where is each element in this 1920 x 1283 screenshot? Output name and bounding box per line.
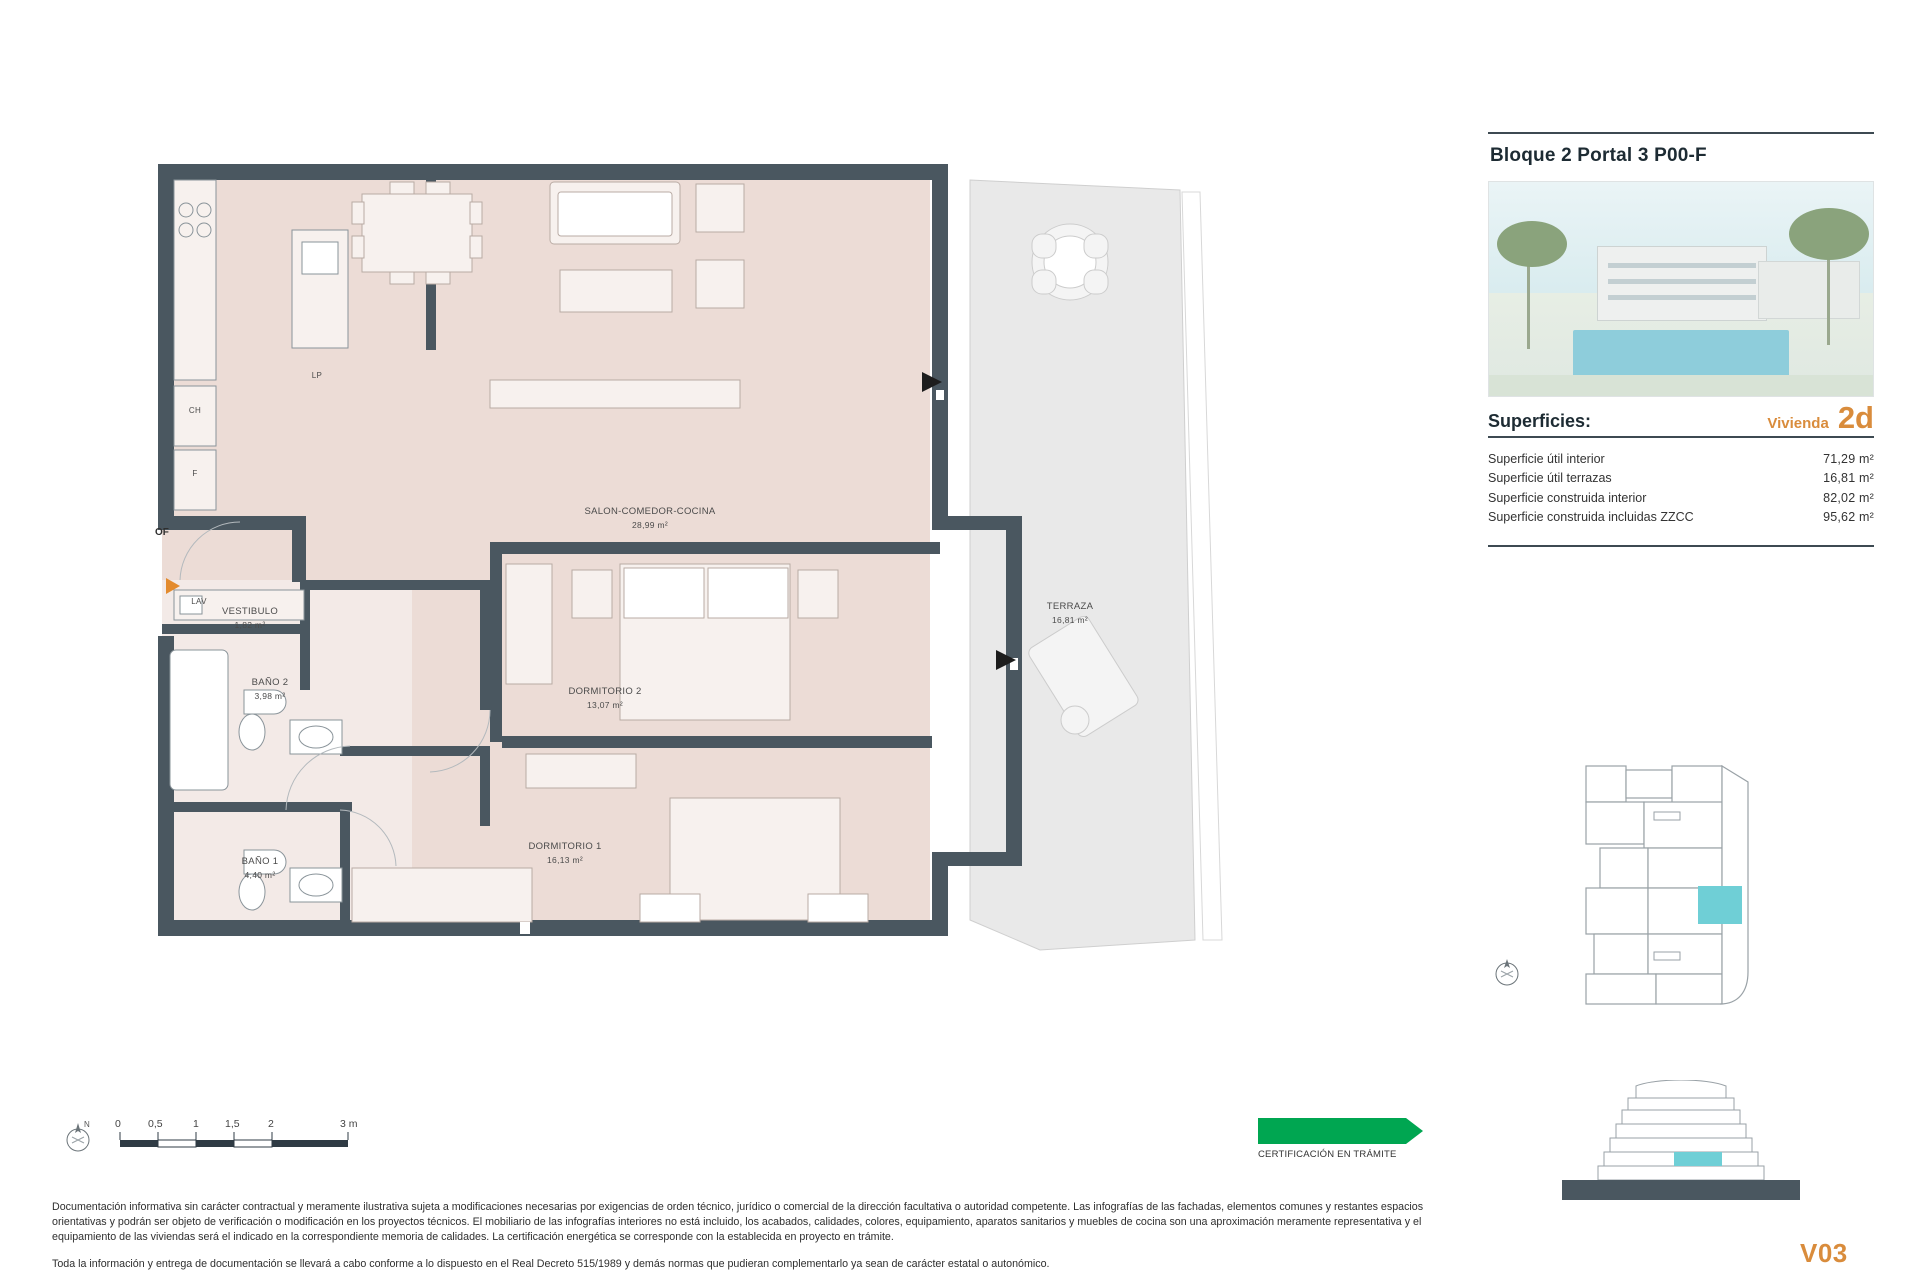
areas-list bbox=[1488, 450, 1874, 528]
legal-paragraph-2: Toda la información y entrega de documentación se llevará a cabo conforme a lo dispuesto en el Real Decreto 515/1989 y demás normas que pudieran complementarlo ya sean de carácter estatal o autonómico. bbox=[52, 1257, 1050, 1270]
entry-label: OF bbox=[155, 527, 169, 538]
dwelling-badge bbox=[1767, 400, 1874, 435]
area-label: Superficie construida interior bbox=[1488, 490, 1647, 505]
area-label: Superficie construida incluidas ZZCC bbox=[1488, 510, 1694, 525]
render-building-main bbox=[1597, 246, 1768, 321]
area-value: 16,81 m² bbox=[1823, 471, 1874, 486]
panel-title: Bloque 2 Portal 3 P00-F bbox=[1490, 145, 1707, 166]
room-name: BAÑO 1 bbox=[241, 856, 279, 867]
dwelling-label: Vivienda bbox=[1767, 414, 1829, 432]
key-plan bbox=[1580, 760, 1780, 1030]
legal-disclaimer bbox=[52, 1200, 1442, 1283]
area-value: 95,62 m² bbox=[1823, 510, 1874, 525]
surfaces-label: Superficies: bbox=[1488, 410, 1592, 431]
palm-icon-right bbox=[1789, 208, 1869, 260]
room-area: 3,98 m² bbox=[254, 690, 286, 701]
development-render bbox=[1488, 181, 1874, 397]
room-label-terraza bbox=[1000, 600, 1140, 626]
scale-tick-1: 0,5 bbox=[148, 1118, 163, 1130]
scale-tick-5: 3 m bbox=[340, 1118, 358, 1130]
render-pool bbox=[1573, 330, 1788, 381]
room-name: VESTIBULO bbox=[221, 606, 279, 617]
area-label: Superficie útil interior bbox=[1488, 451, 1605, 466]
room-area: 13,07 m² bbox=[587, 699, 623, 710]
scale-tick-4: 2 bbox=[268, 1118, 274, 1130]
svg-text:N: N bbox=[84, 1120, 90, 1129]
room-area: 1,82 m² bbox=[234, 619, 266, 630]
room-area: 28,99 m² bbox=[632, 519, 668, 530]
room-name: SALON-COMEDOR-COCINA bbox=[584, 506, 716, 517]
room-label-vestibulo bbox=[180, 605, 320, 631]
certification-text: CERTIFICACIÓN EN TRÁMITE bbox=[1258, 1149, 1397, 1160]
area-row bbox=[1488, 469, 1874, 488]
appliance-label-ch: CH bbox=[188, 406, 202, 415]
room-label-dorm1 bbox=[470, 840, 660, 866]
dwelling-code: 2d bbox=[1837, 400, 1874, 435]
scale-bar bbox=[60, 1110, 480, 1170]
room-area: 4,40 m² bbox=[244, 869, 276, 880]
room-label-bano2 bbox=[180, 676, 360, 702]
room-name: DORMITORIO 2 bbox=[568, 686, 642, 697]
room-label-dorm2 bbox=[520, 685, 690, 711]
panel-divider-mid bbox=[1488, 436, 1874, 438]
appliance-label-f: F bbox=[192, 469, 198, 478]
floor-plan bbox=[140, 150, 1300, 1000]
render-grass bbox=[1489, 375, 1873, 396]
area-label: Superficie útil terrazas bbox=[1488, 471, 1612, 486]
panel-divider-top bbox=[1488, 132, 1874, 134]
surfaces-header bbox=[1488, 400, 1874, 435]
render-building-right bbox=[1758, 261, 1860, 319]
appliance-label-lp: LP bbox=[311, 371, 323, 380]
info-panel bbox=[1488, 132, 1874, 547]
room-name: TERRAZA bbox=[1046, 601, 1094, 612]
panel-divider-bottom bbox=[1488, 545, 1874, 547]
certification-flag bbox=[1258, 1118, 1406, 1144]
elevation-base bbox=[1562, 1180, 1800, 1200]
certification-block bbox=[1258, 1118, 1433, 1160]
room-area: 16,13 m² bbox=[547, 854, 583, 865]
room-name: DORMITORIO 1 bbox=[528, 841, 602, 852]
room-name: BAÑO 2 bbox=[251, 677, 289, 688]
area-value: 82,02 m² bbox=[1823, 490, 1874, 505]
compass-icon-keyplan bbox=[1490, 955, 1524, 989]
scale-tick-2: 1 bbox=[193, 1118, 199, 1130]
area-row bbox=[1488, 508, 1874, 527]
room-area: 16,81 m² bbox=[1052, 614, 1088, 625]
area-value: 71,29 m² bbox=[1823, 451, 1874, 466]
scale-tick-0: 0 bbox=[115, 1118, 121, 1130]
room-label-bano1 bbox=[170, 855, 350, 881]
appliance-label-lav: LAV bbox=[191, 597, 207, 606]
elevation-highlight bbox=[1674, 1152, 1722, 1166]
elevation-diagram bbox=[1556, 1080, 1806, 1210]
area-row bbox=[1488, 489, 1874, 508]
sheet-code: V03 bbox=[1800, 1238, 1848, 1268]
legal-paragraph-1: Documentación informativa sin carácter contractual y meramente ilustrativa sujeta a modificaciones necesarias por exigencias de orden técnico, jurídico o comercial de la dirección facultativa o autoridad competente. Las infografías de las fachadas, elementos comunes y restantes espacios orientativas y podrán ser objeto de verificación o modificación en los proyectos técnicos. El mobiliario de las infografías interiores no está incluido, los acabados, calidades, colores, equipamiento, aparatos sanitarios y muebles de cocina son una aproximación meramente representativa y el equipamiento de las viviendas será el indicado en la correspondiente memoria de calidades. La certificación energética se corresponde con la establecida en proyecto en trámite. bbox=[52, 1201, 1424, 1244]
room-label-salon bbox=[550, 505, 750, 531]
key-plan-highlight bbox=[1698, 886, 1742, 924]
area-row bbox=[1488, 450, 1874, 469]
scale-tick-3: 1,5 bbox=[225, 1118, 240, 1130]
palm-icon-left bbox=[1497, 221, 1567, 267]
